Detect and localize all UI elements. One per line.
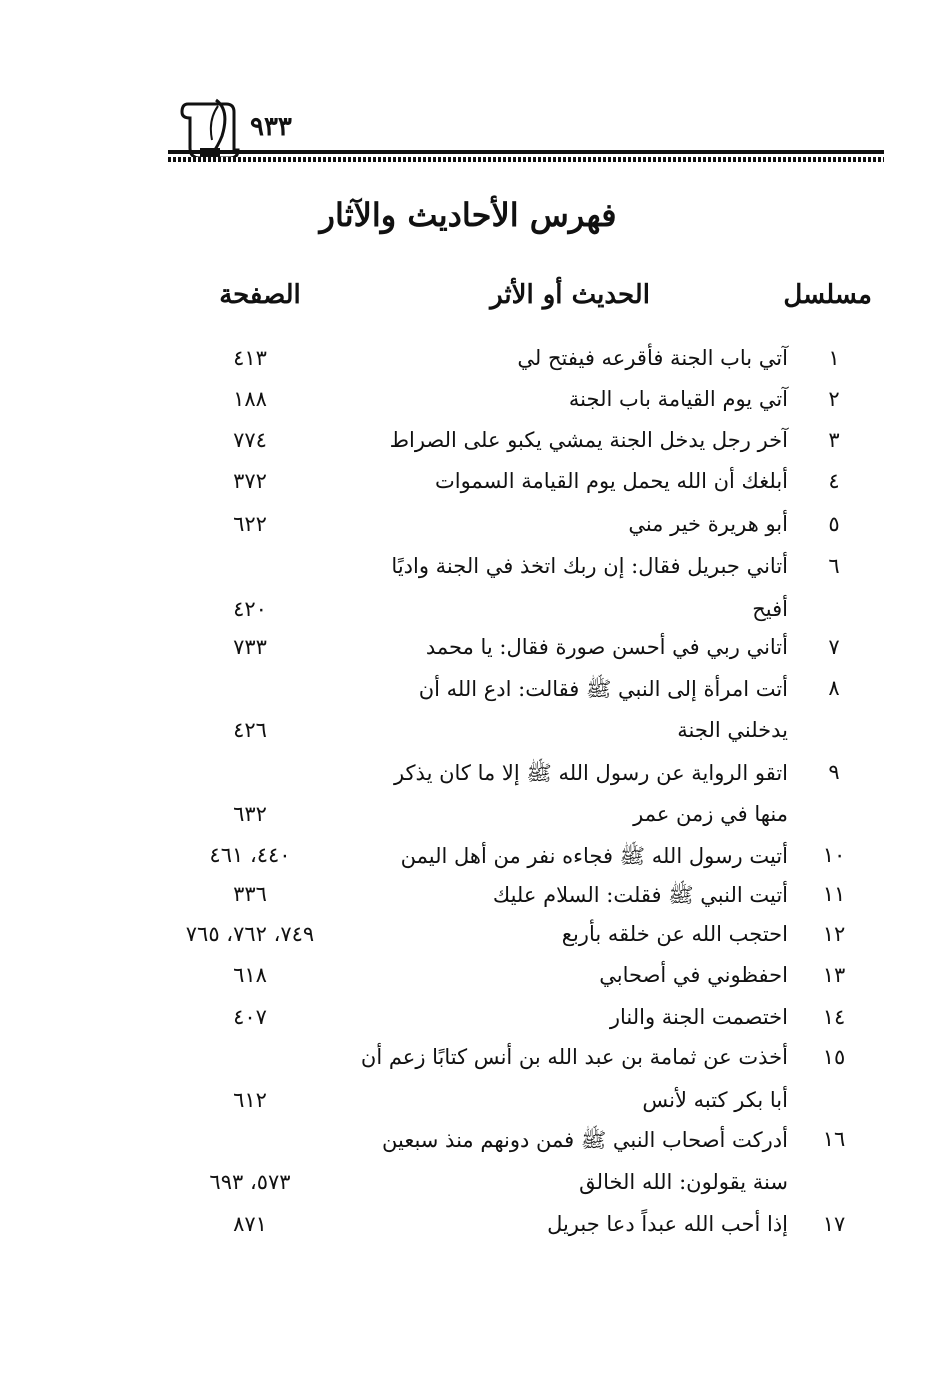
table-row <box>0 469 936 505</box>
row-hadith-text: أتيت رسول الله ﷺ فجاءه نفر من أهل اليمن <box>400 844 788 868</box>
table-row <box>0 554 936 590</box>
row-serial: ١١ <box>822 882 846 906</box>
row-hadith-text: آتي باب الجنة فأقرعه فيفتح لي <box>517 346 788 370</box>
row-serial: ١٣ <box>822 963 846 987</box>
row-serial: ٩ <box>828 760 840 784</box>
row-page-ref: ٧٤٩، ٧٦٢، ٧٦٥ <box>185 922 315 946</box>
table-row <box>0 718 936 754</box>
row-serial: ٧ <box>828 635 840 659</box>
table-row <box>0 1045 936 1081</box>
row-page-ref: ٦١٢ <box>233 1088 267 1112</box>
row-page-ref: ٦٢٢ <box>233 512 267 536</box>
table-row <box>0 1170 936 1206</box>
row-serial: ١ <box>828 346 840 370</box>
row-hadith-text: منها في زمن عمر <box>633 802 788 826</box>
row-hadith-text: آتي يوم القيامة باب الجنة <box>568 387 788 411</box>
row-hadith-text: سنة يقولون: الله الخالق <box>579 1170 788 1194</box>
rule-dotted <box>168 157 884 162</box>
row-serial: ٥ <box>828 512 840 536</box>
row-hadith-text: يدخلني الجنة <box>677 718 788 742</box>
row-hadith-text: إذا أحب الله عبداً دعا جبريل <box>547 1212 788 1236</box>
table-row <box>0 387 936 423</box>
row-page-ref: ٣٧٢ <box>233 469 267 493</box>
table-row <box>0 597 936 633</box>
row-page-ref: ٦١٨ <box>233 963 267 987</box>
table-row <box>0 922 936 958</box>
table-row <box>0 428 936 464</box>
row-serial: ٣ <box>828 428 840 452</box>
row-page-ref: ٣٣٦ <box>233 882 267 906</box>
table-row <box>0 882 936 918</box>
row-serial: ٤ <box>828 469 840 493</box>
row-hadith-text: احتجب الله عن خلقه بأربع <box>561 922 788 946</box>
table-row <box>0 346 936 382</box>
table-row <box>0 1127 936 1163</box>
column-header-hadith: الحديث أو الأثر <box>490 280 650 310</box>
row-hadith-text: آخر رجل يدخل الجنة يمشي يكبو على الصراط <box>389 428 788 452</box>
row-page-ref: ٧٣٣ <box>233 635 267 659</box>
row-hadith-text: اتقو الرواية عن رسول الله ﷺ إلا ما كان يذكر <box>393 761 788 785</box>
row-serial: ١٧ <box>822 1212 846 1236</box>
table-row <box>0 1212 936 1248</box>
table-row <box>0 843 936 879</box>
row-serial: ١٠ <box>822 843 846 867</box>
row-hadith-text: أخذت عن ثمامة بن عبد الله بن أنس كتابًا زعم أن <box>360 1045 788 1069</box>
row-hadith-text: أبلغك أن الله يحمل يوم القيامة السموات <box>434 469 788 493</box>
table-row <box>0 635 936 671</box>
row-page-ref: ٤٤٠، ٤٦١ <box>209 843 291 867</box>
row-serial: ٦ <box>828 554 840 578</box>
table-row <box>0 1005 936 1041</box>
table-row <box>0 802 936 838</box>
row-hadith-text: أتاني جبريل فقال: إن ربك اتخذ في الجنة واديًا <box>391 554 788 578</box>
rule-solid <box>168 150 884 154</box>
row-page-ref: ٤١٣ <box>233 346 267 370</box>
row-serial: ١٢ <box>822 922 846 946</box>
table-row <box>0 963 936 999</box>
row-hadith-text: أدركت أصحاب النبي ﷺ فمن دونهم منذ سبعين <box>382 1128 788 1152</box>
row-page-ref: ٤٢٦ <box>233 718 267 742</box>
column-header-page: الصفحة <box>219 280 301 310</box>
row-page-ref: ٨٧١ <box>233 1212 267 1236</box>
table-row <box>0 512 936 548</box>
row-hadith-text: أبو هريرة خير مني <box>628 512 788 536</box>
index-title: فهرس الأحاديث والآثار <box>319 196 617 234</box>
row-serial: ١٤ <box>822 1005 846 1029</box>
row-page-ref: ٥٧٣، ٦٩٣ <box>209 1170 291 1194</box>
page-number: ٩٣٣ <box>250 112 292 142</box>
header-rule <box>168 150 884 164</box>
row-hadith-text: أتت امرأة إلى النبي ﷺ فقالت: ادع الله أن <box>418 677 788 701</box>
row-serial: ٨ <box>828 676 840 700</box>
row-serial: ٢ <box>828 387 840 411</box>
column-header-serial: مسلسل <box>783 280 872 310</box>
row-page-ref: ٧٧٤ <box>233 428 267 452</box>
row-page-ref: ٦٣٢ <box>233 802 267 826</box>
row-page-ref: ٤٠٧ <box>233 1005 267 1029</box>
row-hadith-text: اختصمت الجنة والنار <box>609 1005 788 1029</box>
row-hadith-text: احفظوني في أصحابي <box>599 963 788 987</box>
row-hadith-text: أتيت النبي ﷺ فقلت: السلام عليك <box>492 883 788 907</box>
row-serial: ١٦ <box>822 1127 846 1151</box>
row-serial: ١٥ <box>822 1045 846 1069</box>
row-page-ref: ٤٢٠ <box>233 597 267 621</box>
table-row <box>0 760 936 796</box>
table-row <box>0 1088 936 1124</box>
table-row <box>0 676 936 712</box>
row-hadith-text: أبا بكر كتبه لأنس <box>642 1088 788 1112</box>
row-hadith-text: أتاني ربي في أحسن صورة فقال: يا محمد <box>425 635 788 659</box>
row-hadith-text: أفيح <box>752 597 788 621</box>
row-page-ref: ١٨٨ <box>233 387 267 411</box>
